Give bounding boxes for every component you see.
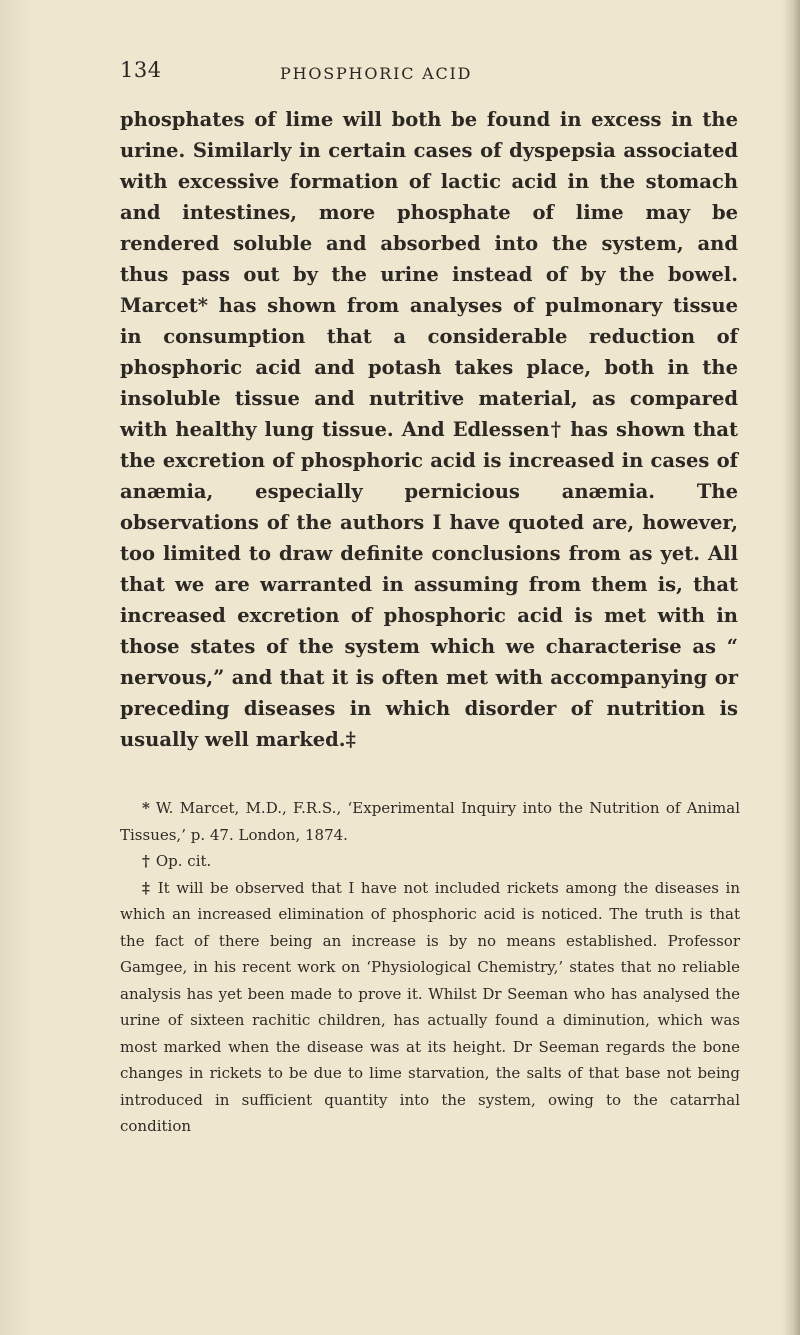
page-number: 134 — [120, 58, 162, 82]
footnote-rickets — [120, 875, 740, 1140]
main-text — [120, 104, 738, 755]
footnote-text: Op. cit. — [155, 852, 212, 870]
page-shadow-right — [782, 0, 800, 1335]
footnote-op-cit — [120, 848, 740, 875]
page-header — [120, 58, 740, 86]
footnote-text: W. Marcet, M.D., F.R.S., ‘Experimental Inquiry into the Nutrition of Animal Tissues,’ p. 47. London, 1874. — [120, 799, 740, 844]
footnote-marcet — [120, 795, 740, 848]
running-head: PHOSPHORIC ACID — [280, 64, 473, 83]
footnote-text: It will be observed that I have not included rickets among the diseases in which an increased elimination of phosphoric acid is noticed. The truth is that the fact of there being an increase is by no means established. Professor Gamgee, in his recent work on ‘Physiological Chemistry,’ states that no reliable analysis has yet been made to prove it. Whilst Dr Seeman who has analysed the urine of sixteen rachitic children, has actually found a diminution, which was most marked when the disease was at its height. Dr Seeman regards the bone changes in rickets to be due to lime starvation, the salts of that base not being introduced in sufficient quantity into the system, owing to the catarrhal condition — [120, 878, 740, 1135]
body-paragraph: phosphates of lime will both be found in excess in the urine. Similarly in certain cases of dyspepsia associated with excessive formation of lactic acid in the stomach and intestines, more phosphate of lime may be rendered soluble and absorbed into the system, and thus pass out by the urine instead of by the bowel. Marcet* has shown from analyses of pulmonary tissue in consumption that a considerable reduction of phosphoric acid and potash takes place, both in the insoluble tissue and nutritive material, as compared with healthy lung tissue. And Edlessen† has shown that the excretion of phosphoric acid is increased in cases of anæmia, especially pernicious anæmia. The observations of the authors I have quoted are, however, too limited to draw definite conclusions from as yet. All that we are warranted in assuming from them is, that increased excretion of phosphoric acid is met with in those states of the system which we characterise as “ nervous,” and that it is often met with accompanying or preceding diseases in which disorder of nutrition is usually well marked.‡ — [120, 108, 738, 751]
page-shadow-left — [0, 0, 30, 1335]
footnote-mark: ‡ — [142, 878, 152, 897]
footnotes — [120, 795, 740, 1140]
footnote-mark: † — [142, 852, 150, 870]
footnote-mark: * — [142, 799, 150, 817]
